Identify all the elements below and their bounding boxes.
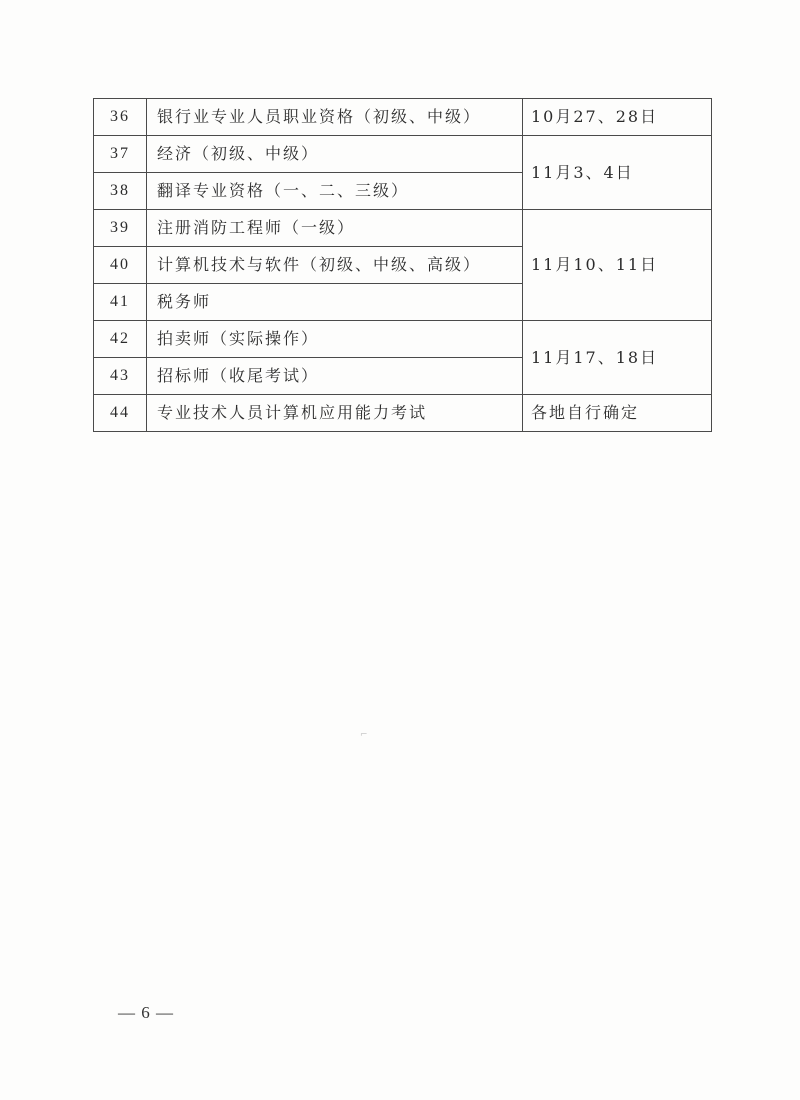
table-row xyxy=(94,395,712,432)
exam-name-cell: 拍卖师（实际操作） xyxy=(147,321,523,358)
exam-date-cell: 各地自行确定 xyxy=(523,395,712,432)
exam-name-cell: 招标师（收尾考试） xyxy=(147,358,523,395)
row-number-cell: 40 xyxy=(94,247,147,284)
row-number-cell: 37 xyxy=(94,136,147,173)
row-number-cell: 39 xyxy=(94,210,147,247)
exam-name-cell: 银行业专业人员职业资格（初级、中级） xyxy=(147,99,523,136)
table-row xyxy=(94,210,712,247)
scan-mark: ⌐ xyxy=(360,730,368,740)
row-number-cell: 36 xyxy=(94,99,147,136)
exam-date-cell: 10月27、28日 xyxy=(523,99,712,136)
table-row xyxy=(94,99,712,136)
row-number-cell: 38 xyxy=(94,173,147,210)
page-number: — 6 — xyxy=(118,1003,174,1022)
exam-name-cell: 专业技术人员计算机应用能力考试 xyxy=(147,395,523,432)
table-row xyxy=(94,321,712,358)
exam-name-cell: 税务师 xyxy=(147,284,523,321)
row-number-cell: 44 xyxy=(94,395,147,432)
table-row xyxy=(94,136,712,173)
row-number-cell: 41 xyxy=(94,284,147,321)
exam-date-cell: 11月3、4日 xyxy=(523,136,712,210)
exam-date-cell: 11月17、18日 xyxy=(523,321,712,395)
exam-name-cell: 计算机技术与软件（初级、中级、高级） xyxy=(147,247,523,284)
exam-name-cell: 翻译专业资格（一、二、三级） xyxy=(147,173,523,210)
row-number-cell: 42 xyxy=(94,321,147,358)
exam-date-cell: 11月10、11日 xyxy=(523,210,712,321)
row-number-cell: 43 xyxy=(94,358,147,395)
exam-schedule-table xyxy=(93,98,712,432)
exam-name-cell: 注册消防工程师（一级） xyxy=(147,210,523,247)
exam-schedule-table-body xyxy=(94,99,712,432)
exam-name-cell: 经济（初级、中级） xyxy=(147,136,523,173)
